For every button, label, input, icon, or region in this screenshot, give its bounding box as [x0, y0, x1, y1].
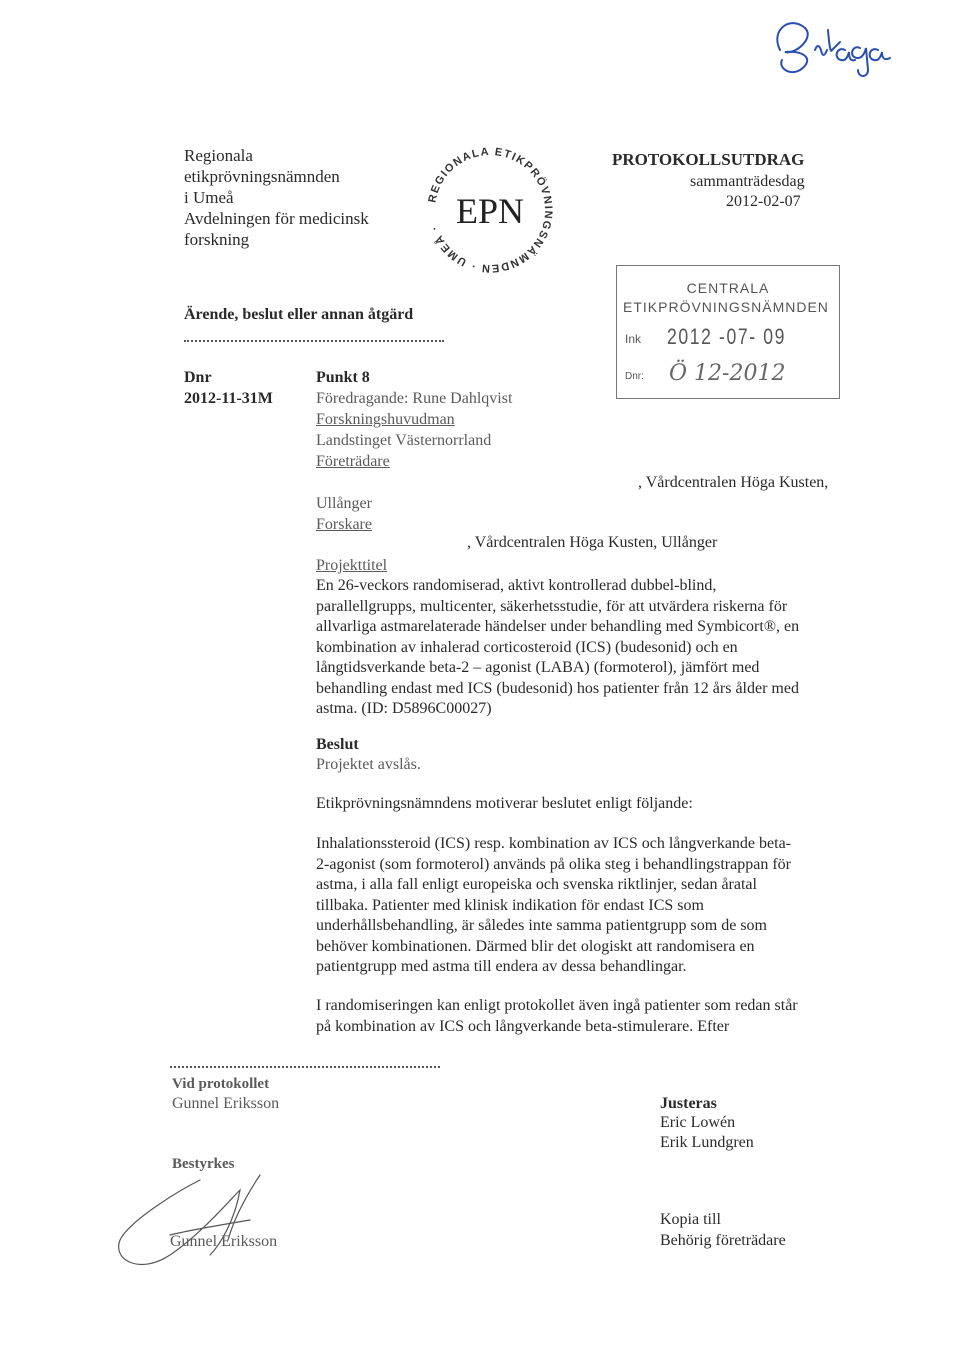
stamp-ink-date: 2012 -07- 09	[667, 324, 787, 349]
committee-block	[184, 145, 369, 250]
committee-line-4: Avdelningen för medicinsk	[184, 209, 369, 228]
adjuster-name: Erik Lundgren	[660, 1134, 754, 1151]
title-line: kombination av inhalerad corticosteroid (ICS) (budesonid) och en	[316, 638, 738, 656]
principal: Landstinget Västernorrland	[316, 432, 492, 449]
representative-label: Företrädare	[316, 453, 390, 470]
recorder-label: Vid protokollet	[172, 1076, 270, 1092]
copy-label: Kopia till	[660, 1211, 721, 1228]
stamp-dnr-label: Dnr:	[625, 371, 644, 382]
title-line: astma. (ID: D5896C00027)	[316, 700, 492, 717]
seal-center-text: EPN	[455, 191, 525, 231]
title-line: parallellgrupps, multicenter, säkerhetsstudie, för att utvärdera riskerna för	[316, 597, 788, 615]
epn-seal	[420, 140, 560, 280]
title-label: Projekttitel	[316, 557, 388, 574]
stamp-org: ETIKPRÖVNINGSNÄMNDEN	[623, 299, 829, 315]
meeting-label: sammanträdesdag	[690, 173, 805, 190]
decision-label: Beslut	[316, 736, 359, 753]
meeting-date: 2012-02-07	[726, 193, 801, 210]
committee-line-5: forskning	[184, 230, 250, 249]
paragraph-line: patientgrupp med astma till endera av dessa behandlingar.	[316, 958, 687, 975]
paragraph-line: behöver kombinationen. Därmed blir det ologiskt att randomisera en	[316, 937, 755, 955]
seal-ring-text: REGIONALA ETIKPRÖVNINGSNÄMNDEN · UMEÅ ·	[426, 145, 555, 275]
paragraph-line: Inhalationssteroid (ICS) resp. kombination av ICS och långverkande beta-	[316, 835, 791, 852]
received-stamp	[616, 265, 840, 399]
paragraph-line: astma, i alla fall enligt europeiska och svenska riktlinjer, sedan åratal	[316, 876, 757, 893]
recorder-name: Gunnel Eriksson	[172, 1095, 280, 1112]
decision-text: Projektet avslås.	[316, 756, 421, 773]
dnr-value: 2012-11-31M	[184, 390, 273, 407]
handwritten-bilaga	[760, 10, 950, 80]
copy-to: Behörig företrädare	[660, 1232, 786, 1249]
researcher-label: Forskare	[316, 516, 372, 533]
adjusted-label: Justeras	[660, 1095, 717, 1112]
title-line: behandling endast med ICS (budesonid) hos patienter från 12 års ålder med	[316, 679, 799, 697]
stamp-ink-label: Ink	[625, 332, 642, 346]
paragraph-line: på kombination av ICS och långverkande beta-stimulerare. Efter	[316, 1017, 730, 1035]
title-line: En 26-veckors randomiserad, aktivt kontrollerad dubbel-blind,	[316, 577, 717, 594]
footer-divider	[170, 1066, 440, 1068]
certified-name: Gunnel Eriksson	[170, 1233, 278, 1250]
researcher-affiliation: , Vårdcentralen Höga Kusten, Ullånger	[467, 534, 718, 551]
title-line: allvarliga astmarelaterade händelser under behandling med Symbicort®, en	[316, 618, 800, 635]
committee-line-2: etikprövningsnämnden	[184, 167, 340, 186]
paragraph-line: tillbaka. Patienter med klinisk indikation för endast ICS som	[316, 896, 704, 914]
paragraph-line: underhållsbehandling, är således inte samma patientgrupp som de som	[316, 917, 767, 934]
representative-affiliation: , Vårdcentralen Höga Kusten,	[638, 474, 829, 491]
certified-label: Bestyrkes	[172, 1156, 235, 1172]
dnr-label: Dnr	[184, 369, 212, 386]
stamp-title: CENTRALA	[686, 280, 770, 296]
punkt-label: Punkt 8	[316, 369, 370, 386]
case-heading: Ärende, beslut eller annan åtgärd	[184, 306, 414, 323]
adjuster-name: Eric Lowén	[660, 1114, 736, 1131]
principal-label: Forskningshuvudman	[316, 411, 455, 428]
representative-place: Ullånger	[316, 495, 372, 512]
rapporteur: Föredragande: Rune Dahlqvist	[316, 390, 513, 407]
stamp-dnr-value: Ö 12-2012	[669, 361, 786, 386]
project-title	[316, 576, 799, 720]
paragraph-line: 2-agonist (som formoterol) används på olika steg i behandlingstrappan för	[316, 855, 791, 873]
doc-type: PROTOKOLLSUTDRAG	[612, 150, 805, 169]
motivation-paragraph-2	[316, 996, 798, 1037]
motivation-paragraph-1	[316, 834, 791, 978]
motivation-intro: Etikprövningsnämndens motiverar beslutet enligt följande:	[316, 795, 693, 812]
heading-divider	[184, 340, 444, 342]
committee-line-3: i Umeå	[184, 188, 234, 207]
handwritten-signature	[110, 1160, 310, 1280]
committee-line-1: Regionala	[184, 146, 253, 165]
paragraph-line: I randomiseringen kan enligt protokollet även ingå patienter som redan står	[316, 997, 798, 1014]
title-line: långtidsverkande beta-2 – agonist (LABA) (formoterol), jämfört med	[316, 659, 760, 676]
